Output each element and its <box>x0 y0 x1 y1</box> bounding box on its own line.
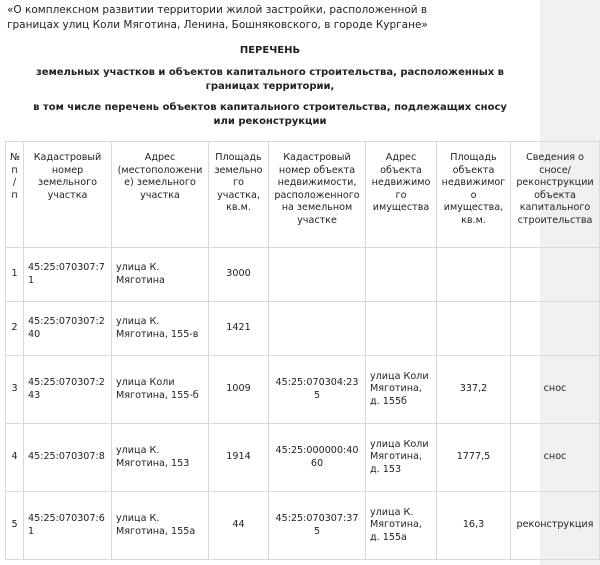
cell-object-cadastral <box>269 248 366 302</box>
col-header-object-cadastral: Кадастровый номер объекта недвижимости, расположенного на земельном участке <box>269 142 366 248</box>
cell-plot-cadastral: 45:25:070307:243 <box>24 356 112 424</box>
heading-subtitle: земельных участков и объектов капитального строительства, расположенных в границах территории, <box>35 67 505 92</box>
col-header-object-area: Площадь объекта недвижимого имущества, кв.м. <box>437 142 511 248</box>
cell-plot-address: улица Коли Мяготина, 155-б <box>112 356 209 424</box>
cell-demolition-info <box>511 302 600 356</box>
table-row <box>6 248 600 302</box>
cell-number: 5 <box>6 492 24 560</box>
cell-number: 3 <box>6 356 24 424</box>
col-header-demolition-info: Сведения о сносе/ реконструкции объекта капитального строительства <box>511 142 600 248</box>
cell-plot-cadastral: 45:25:070307:8 <box>24 424 112 492</box>
col-header-number: № п/п <box>6 142 24 248</box>
cell-object-address <box>366 248 437 302</box>
cell-object-address: улица К. Мяготина, д. 155а <box>366 492 437 560</box>
cell-plot-address: улица К. Мяготина, 155-в <box>112 302 209 356</box>
cell-object-address: улица Коли Мяготина, д. 155б <box>366 356 437 424</box>
table-row <box>6 356 600 424</box>
cell-demolition-info: реконструкция <box>511 492 600 560</box>
cell-plot-area: 3000 <box>209 248 269 302</box>
land-plots-table <box>5 141 600 560</box>
cell-plot-cadastral: 45:25:070307:71 <box>24 248 112 302</box>
cell-object-cadastral: 45:25:000000:4060 <box>269 424 366 492</box>
cell-object-cadastral: 45:25:070307:375 <box>269 492 366 560</box>
cell-plot-address: улица К. Мяготина, 153 <box>112 424 209 492</box>
cell-plot-address: улица К. Мяготина <box>112 248 209 302</box>
table-row <box>6 302 600 356</box>
table-row <box>6 424 600 492</box>
cell-plot-area: 1914 <box>209 424 269 492</box>
cell-object-area: 16,3 <box>437 492 511 560</box>
cell-object-address: улица Коли Мяготина, д. 153 <box>366 424 437 492</box>
cell-object-address <box>366 302 437 356</box>
cell-plot-area: 44 <box>209 492 269 560</box>
cell-number: 2 <box>6 302 24 356</box>
heading-subtitle-2: в том числе перечень объектов капитального строительства, подлежащих сносу или реконструкции <box>33 102 507 127</box>
col-header-plot-cadastral: Кадастровый номер земельного участка <box>24 142 112 248</box>
cell-number: 1 <box>6 248 24 302</box>
cell-object-area <box>437 302 511 356</box>
cell-demolition-info: снос <box>511 356 600 424</box>
cell-demolition-info: снос <box>511 424 600 492</box>
cell-demolition-info <box>511 248 600 302</box>
heading-title: ПЕРЕЧЕНЬ <box>239 45 301 56</box>
col-header-plot-address: Адрес (местоположение) земельного участка <box>112 142 209 248</box>
cell-object-area: 337,2 <box>437 356 511 424</box>
col-header-object-address: Адрес объекта недвижимого имущества <box>366 142 437 248</box>
table-header-row <box>6 142 600 248</box>
intro-text: «О комплексном развитии территории жилой застройки, расположенной в границах улиц Коли Мяготина, Ленина, Бошняковского, в городе Кургане» <box>7 4 428 31</box>
col-header-plot-area: Площадь земельного участка, кв.м. <box>209 142 269 248</box>
table-row <box>6 492 600 560</box>
cell-plot-area: 1421 <box>209 302 269 356</box>
cell-object-area: 1777,5 <box>437 424 511 492</box>
cell-object-cadastral: 45:25:070304:235 <box>269 356 366 424</box>
cell-object-cadastral <box>269 302 366 356</box>
cell-number: 4 <box>6 424 24 492</box>
cell-plot-address: улица К. Мяготина, 155а <box>112 492 209 560</box>
cell-plot-area: 1009 <box>209 356 269 424</box>
cell-plot-cadastral: 45:25:070307:240 <box>24 302 112 356</box>
cell-plot-cadastral: 45:25:070307:61 <box>24 492 112 560</box>
cell-object-area <box>437 248 511 302</box>
